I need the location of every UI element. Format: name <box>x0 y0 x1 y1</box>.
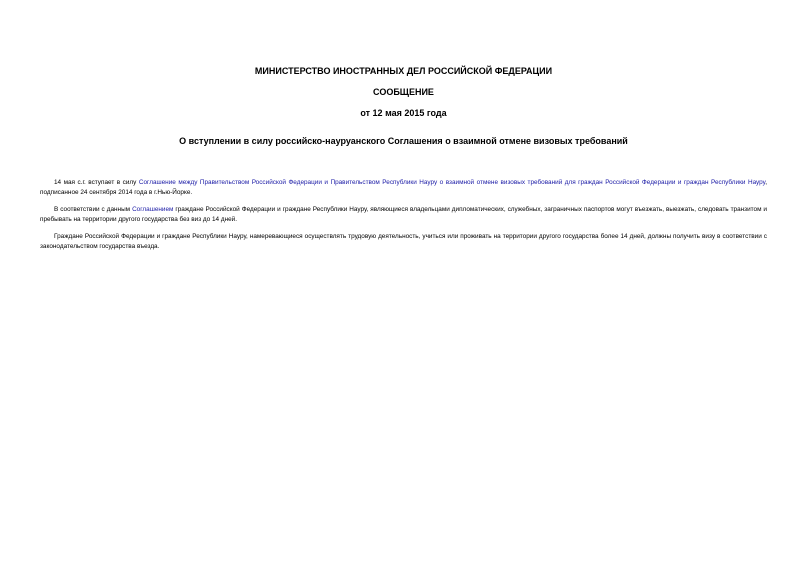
document-body <box>40 178 767 260</box>
paragraph-1-lead: 14 мая с.г. вступает в силу <box>54 179 139 186</box>
agreement-reference-link[interactable]: Соглашением <box>132 206 174 214</box>
ministry-heading: МИНИСТЕРСТВО ИНОСТРАННЫХ ДЕЛ РОССИЙСКОЙ ФЕДЕРАЦИИ <box>254 66 553 76</box>
paragraph-2-tail: граждане Российской Федерации и граждане Республики Науру, являющиеся владельцами дипломатических, служебных, заграничных паспортов могут въезжать, выезжать, следовать транзитом и пребывать на территории другого государства без виз до 14 дней. <box>40 206 768 223</box>
paragraph-3: Граждане Российской Федерации и граждане Республики Науру, намеревающиеся осуществлять трудовую деятельность, учиться или проживать на территории другого государства более 14 дней, должны получить визу в соответствии с законодательством государства въезда. <box>40 233 767 250</box>
document-type-heading: СООБЩЕНИЕ <box>373 87 434 97</box>
paragraph-2 <box>40 205 767 224</box>
document-subject: О вступлении в силу российско-науруанского Соглашения о взаимной отмене визовых требований <box>179 136 628 146</box>
document-date: от 12 мая 2015 года <box>360 108 447 118</box>
paragraph-2-lead: В соответствии с данным <box>54 206 133 214</box>
paragraph-1 <box>40 178 767 197</box>
paragraph-1-tail: , подписанное 24 сентября 2014 года в г.Нью-Йорке. <box>40 179 768 196</box>
agreement-link[interactable]: Соглашение между Правительством Российской Федерации и Правительством Республики Науру о взаимной отмене визовых требований для граждан Российской Федерации и граждан Республики Науру <box>138 179 766 186</box>
